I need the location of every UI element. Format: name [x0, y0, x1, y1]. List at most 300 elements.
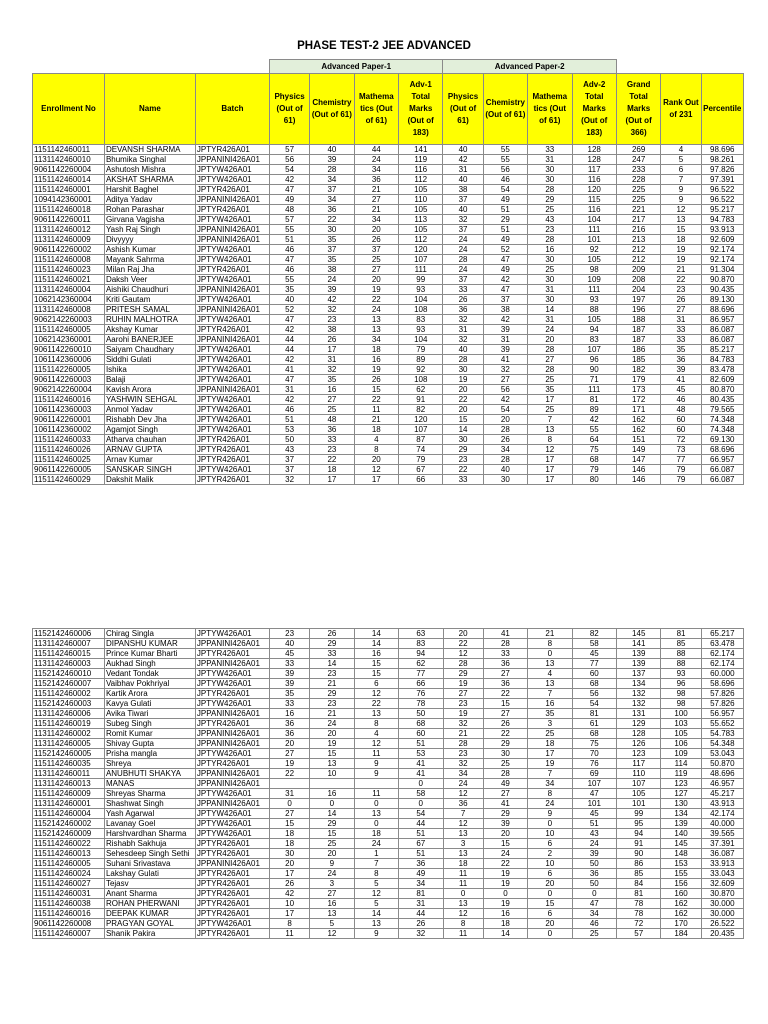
table-cell: 182 [616, 365, 660, 375]
table-cell: 37 [443, 275, 483, 285]
table-cell: 247 [616, 155, 660, 165]
table-cell: 11 [443, 929, 483, 939]
table-cell: 43 [528, 215, 572, 225]
table-cell: 147 [616, 455, 660, 465]
table-cell: 1131142460011 [33, 769, 105, 779]
table-cell: 12 [443, 789, 483, 799]
table-cell: 21 [354, 205, 398, 215]
table-cell: 62 [399, 385, 443, 395]
table-cell: JPPANINI426A01 [195, 709, 269, 719]
table-cell: 19 [443, 679, 483, 689]
table-cell: Mayank Sahrma [104, 255, 195, 265]
table-cell: JPTYW426A01 [195, 829, 269, 839]
table-cell: 204 [616, 285, 660, 295]
table-cell: 7 [443, 809, 483, 819]
table-cell: 90.435 [701, 285, 743, 295]
table-cell: 63.478 [701, 639, 743, 649]
table-cell: 101 [617, 799, 661, 809]
table-cell: 40 [443, 205, 483, 215]
table-cell: 117 [617, 759, 661, 769]
table-cell: 42 [269, 395, 309, 405]
table-cell: 162 [616, 415, 660, 425]
table-cell: 85 [617, 869, 661, 879]
table-cell: 162 [661, 909, 701, 919]
table-cell: 1061142360003 [33, 405, 105, 415]
table-cell: 1151142460007 [33, 929, 105, 939]
table-cell: 18 [354, 425, 398, 435]
table-cell: 90 [572, 365, 616, 375]
table-cell: 58 [399, 789, 443, 799]
table-cell: 38 [310, 265, 354, 275]
table-cell: 0 [310, 799, 354, 809]
table-cell: 188 [616, 315, 660, 325]
table-cell: 7 [354, 859, 398, 869]
table-cell: JPTYR426A01 [195, 455, 269, 465]
table-cell: Ashutosh Mishra [104, 165, 195, 175]
table-cell: 17 [528, 395, 572, 405]
table-cell: 77 [661, 455, 701, 465]
table-cell: 36 [661, 355, 701, 365]
table-cell: 99 [617, 809, 661, 819]
table-cell: 27 [483, 669, 527, 679]
table-cell: 94 [399, 649, 443, 659]
table-cell: Sehesdeep Singh Sethi [104, 849, 195, 859]
table-cell: 24 [443, 235, 483, 245]
table-cell: 50 [572, 859, 616, 869]
table-cell: 12 [354, 465, 398, 475]
table-cell: 68 [572, 455, 616, 465]
table-cell: 22 [483, 689, 527, 699]
table-cell: 41 [483, 799, 527, 809]
table-cell: 19 [483, 869, 527, 879]
table-cell: 104 [572, 215, 616, 225]
table-cell: 20 [443, 385, 483, 395]
table-cell: 36 [269, 719, 309, 729]
table-cell: 5 [354, 899, 398, 909]
table-cell: 40.000 [701, 819, 743, 829]
table-cell: 57.826 [701, 689, 743, 699]
table-cell: 85 [661, 639, 701, 649]
table-cell: 38 [443, 185, 483, 195]
table-cell: 9 [354, 929, 398, 939]
table-cell: 68.696 [701, 445, 743, 455]
table-cell: 47 [269, 315, 309, 325]
table-cell: 32 [269, 475, 309, 485]
table-cell: 14 [483, 929, 527, 939]
table-cell: 1151142460035 [33, 759, 105, 769]
table-cell: 55.652 [701, 719, 743, 729]
table-cell: 116 [572, 205, 616, 215]
table-cell: 89 [399, 355, 443, 365]
results-table-bottom [32, 628, 744, 939]
table-cell: Lakshay Gulati [104, 869, 195, 879]
table-cell: 25 [528, 729, 572, 739]
table-cell: 32 [443, 759, 483, 769]
table-cell: 12 [354, 689, 398, 699]
table-cell: 123 [661, 779, 701, 789]
table-cell: Romit Kumar [104, 729, 195, 739]
table-cell: 60 [399, 729, 443, 739]
table-cell: 23 [443, 749, 483, 759]
table-cell: 83.478 [701, 365, 743, 375]
table-cell: 75 [572, 739, 616, 749]
table-cell: 3 [310, 879, 354, 889]
table-cell: Shivay Gupta [104, 739, 195, 749]
table-cell: 36 [269, 729, 309, 739]
table-cell: 81 [617, 889, 661, 899]
table-cell: 12 [310, 929, 354, 939]
table-cell: 1131142460012 [33, 225, 105, 235]
table-cell: 37 [443, 195, 483, 205]
table-cell: JPTYR426A01 [195, 185, 269, 195]
table-cell: Shashwat Singh [104, 799, 195, 809]
table-cell: 76 [399, 689, 443, 699]
table-cell: 16 [310, 899, 354, 909]
table-cell [310, 779, 354, 789]
table-cell: 1131142460007 [33, 639, 105, 649]
table-cell: 42.174 [701, 809, 743, 819]
table-cell: 11 [269, 929, 309, 939]
table-cell: 30 [528, 255, 572, 265]
table-cell: 28 [528, 345, 572, 355]
table-cell: 29 [483, 215, 527, 225]
table-cell: 139 [617, 649, 661, 659]
table-cell: 72 [661, 435, 701, 445]
paper2-label: Advanced Paper-2 [443, 60, 616, 74]
table-cell: 107 [572, 779, 616, 789]
table-cell: 56 [483, 385, 527, 395]
table-cell: 42 [443, 155, 483, 165]
table-cell: 13 [528, 659, 572, 669]
table-cell: 0 [354, 799, 398, 809]
table-cell: 32 [443, 335, 483, 345]
table-cell: 36 [572, 869, 616, 879]
table-cell: 33 [269, 699, 309, 709]
table-cell: 92 [572, 245, 616, 255]
table-cell: 45 [269, 649, 309, 659]
table-cell: 18 [483, 919, 527, 929]
table-cell: 55 [483, 155, 527, 165]
table-cell: 30.000 [701, 909, 743, 919]
table-cell: 15 [310, 749, 354, 759]
table-cell: 32 [443, 719, 483, 729]
table-cell: 17 [528, 465, 572, 475]
table-row [33, 789, 744, 799]
table-cell: 93.913 [701, 225, 743, 235]
header-p1-chemistry: Chemistry (Out of 61) [310, 74, 354, 145]
table-cell: 186 [616, 345, 660, 355]
table-cell: Aditya Yadav [104, 195, 195, 205]
table-cell: 21 [661, 265, 701, 275]
table-cell: 64 [572, 435, 616, 445]
table-cell: 42 [269, 355, 309, 365]
table-cell: 35 [269, 285, 309, 295]
table-cell: 4 [354, 729, 398, 739]
table-cell: 1151142460016 [33, 395, 105, 405]
table-cell: 31 [269, 385, 309, 395]
table-cell: 19 [443, 375, 483, 385]
table-cell: 74 [399, 445, 443, 455]
table-row [33, 355, 744, 365]
table-cell: 69.130 [701, 435, 743, 445]
table-cell: 13 [310, 909, 354, 919]
table-cell: 24 [310, 719, 354, 729]
table-cell: Atharva chauhan [104, 435, 195, 445]
table-cell: 1 [354, 849, 398, 859]
table-cell: 74.348 [701, 415, 743, 425]
table-cell: 36 [443, 305, 483, 315]
table-cell: 34 [572, 909, 616, 919]
table-cell: 15 [310, 829, 354, 839]
table-cell: 49 [269, 195, 309, 205]
table-cell: 11 [443, 869, 483, 879]
table-cell: 105 [572, 315, 616, 325]
table-cell: 98 [661, 689, 701, 699]
table-cell: 93 [399, 285, 443, 295]
table-cell: 54 [269, 165, 309, 175]
table-cell: 31 [528, 315, 572, 325]
table-cell: 6 [354, 679, 398, 689]
table-cell: 13 [528, 425, 572, 435]
table-cell: 22 [269, 769, 309, 779]
table-cell: 56.957 [701, 709, 743, 719]
table-cell: 1094142360001 [33, 195, 105, 205]
table-cell: 179 [616, 375, 660, 385]
table-cell: 23 [269, 629, 309, 639]
table-cell: 1152142460010 [33, 669, 105, 679]
table-cell: JPTYW426A01 [195, 175, 269, 185]
table-cell: 61 [572, 719, 616, 729]
table-cell: 72 [617, 919, 661, 929]
table-cell: 20 [354, 455, 398, 465]
table-cell: 92.174 [701, 245, 743, 255]
table-cell: 88 [661, 649, 701, 659]
table-cell: 9061142260003 [33, 375, 105, 385]
table-cell: 60.000 [701, 669, 743, 679]
table-row [33, 335, 744, 345]
table-cell: 115 [572, 195, 616, 205]
table-row [33, 225, 744, 235]
table-cell: 31 [528, 285, 572, 295]
table-cell: 30 [310, 225, 354, 235]
table-cell: SANSKAR SINGH [104, 465, 195, 475]
table-cell: 1151142460001 [33, 185, 105, 195]
table-cell: 29 [483, 809, 527, 819]
table-cell: 21 [310, 679, 354, 689]
table-cell: 24 [443, 245, 483, 255]
table-cell: 31 [269, 789, 309, 799]
table-cell: JPTYW426A01 [195, 819, 269, 829]
table-cell: 24 [572, 839, 616, 849]
table-cell: 25 [354, 255, 398, 265]
table-row [33, 405, 744, 415]
table-cell: 39 [269, 679, 309, 689]
table-cell: JPTYR426A01 [195, 689, 269, 699]
table-cell: 46 [269, 265, 309, 275]
table-cell: 28 [483, 425, 527, 435]
table-cell: 139 [617, 659, 661, 669]
table-cell: 35 [310, 375, 354, 385]
table-cell: 1151142460022 [33, 839, 105, 849]
table-cell: 116 [572, 175, 616, 185]
table-cell: 24 [354, 305, 398, 315]
table-cell: Lavanay Goel [104, 819, 195, 829]
table-cell: 51 [483, 205, 527, 215]
table-cell: 40 [269, 295, 309, 305]
table-cell: 22 [354, 295, 398, 305]
table-cell: Daksh Veer [104, 275, 195, 285]
table-cell: 17 [354, 475, 398, 485]
table-cell: 18 [661, 235, 701, 245]
table-cell: 27 [443, 689, 483, 699]
table-cell: 0 [528, 889, 572, 899]
header-batch: Batch [195, 74, 269, 145]
table-cell: 7 [528, 689, 572, 699]
table-cell: 94 [572, 325, 616, 335]
table-cell: 0 [399, 799, 443, 809]
table-cell: Rishabh Dev Jha [104, 415, 195, 425]
table-cell: 34 [354, 335, 398, 345]
table-cell: 38 [483, 305, 527, 315]
table-cell: 18 [269, 839, 309, 849]
table-cell: 100 [661, 709, 701, 719]
table-cell: 30 [443, 435, 483, 445]
table-cell: 1151142460005 [33, 859, 105, 869]
table-cell: 119 [661, 769, 701, 779]
table-cell: 54 [399, 809, 443, 819]
table-cell: 30.000 [701, 899, 743, 909]
table-cell: 1151142460011 [33, 145, 105, 155]
table-cell: 120 [399, 245, 443, 255]
table-cell: JPTYR426A01 [195, 145, 269, 155]
table-cell: 16 [528, 699, 572, 709]
table-cell: 28 [443, 355, 483, 365]
header-rank: Rank Out of 231 [661, 74, 701, 145]
table-cell: 9061142260002 [33, 245, 105, 255]
table-cell: 1151142460018 [33, 205, 105, 215]
table-cell: 20 [354, 275, 398, 285]
table-cell: 51 [572, 819, 616, 829]
table-cell: 132 [617, 689, 661, 699]
table-cell: 15 [483, 699, 527, 709]
table-cell: 21 [310, 709, 354, 719]
table-cell: 98 [661, 699, 701, 709]
table-cell: 41 [483, 355, 527, 365]
table-cell: 24 [443, 265, 483, 275]
table-cell: 27 [483, 375, 527, 385]
table-cell: 74.348 [701, 425, 743, 435]
table-cell: 9061142260001 [33, 415, 105, 425]
table-cell: 9062142260003 [33, 315, 105, 325]
table-cell: 9 [528, 809, 572, 819]
table-cell: 4 [528, 669, 572, 679]
table-cell: 82.609 [701, 375, 743, 385]
table-cell: 187 [616, 325, 660, 335]
table-cell: Chirag Singla [104, 629, 195, 639]
table-cell: 62.174 [701, 649, 743, 659]
table-cell: JPTYW426A01 [195, 165, 269, 175]
table-cell: 18 [528, 739, 572, 749]
table-cell: 15 [354, 385, 398, 395]
table-cell: 39 [310, 285, 354, 295]
table-cell: 33 [443, 475, 483, 485]
table-cell: 32 [443, 215, 483, 225]
table-cell: 40 [310, 145, 354, 155]
table-cell: 1151142460016 [33, 909, 105, 919]
table-row [33, 689, 744, 699]
table-cell: 185 [616, 355, 660, 365]
table-row [33, 669, 744, 679]
table-cell: JPTYW426A01 [195, 345, 269, 355]
table-cell: 26 [661, 295, 701, 305]
table-cell: Aukhad Singh [104, 659, 195, 669]
table-cell: 80 [572, 475, 616, 485]
table-cell: 22 [310, 215, 354, 225]
table-cell: Kavya Gulati [104, 699, 195, 709]
table-cell: 78 [617, 899, 661, 909]
table-cell: 53 [269, 425, 309, 435]
table-row [33, 155, 744, 165]
table-cell: 9 [661, 185, 701, 195]
table-cell: 60 [661, 425, 701, 435]
table-row [33, 659, 744, 669]
table-cell: 65.217 [701, 629, 743, 639]
table-cell: 1062142360001 [33, 335, 105, 345]
table-cell: 43 [572, 829, 616, 839]
table-cell: 1131142460006 [33, 709, 105, 719]
table-cell: DIPANSHU KUMAR [104, 639, 195, 649]
table-cell: 34 [528, 779, 572, 789]
table-cell: Divyyyy [104, 235, 195, 245]
table-cell: 35 [310, 235, 354, 245]
table-cell: 109 [661, 749, 701, 759]
table-cell: 58.696 [701, 679, 743, 689]
table-cell: 1131142460009 [33, 235, 105, 245]
table-cell: 14 [354, 629, 398, 639]
table-cell: 139 [661, 819, 701, 829]
table-cell: JPTYW426A01 [195, 425, 269, 435]
table-cell: 19 [354, 285, 398, 295]
table-cell: 13 [354, 919, 398, 929]
table-row [33, 859, 744, 869]
table-cell: 49 [483, 265, 527, 275]
table-cell: 15 [354, 669, 398, 679]
table-cell: 1151142460014 [33, 175, 105, 185]
table-cell: 1151142460026 [33, 445, 105, 455]
table-cell: JPTYW426A01 [195, 669, 269, 679]
table-row [33, 205, 744, 215]
table-row [33, 305, 744, 315]
table-cell: 17 [528, 749, 572, 759]
table-cell: 94.783 [701, 215, 743, 225]
table-cell: 105 [399, 205, 443, 215]
table-cell: Avika Tiwari [104, 709, 195, 719]
table-cell: 26 [399, 919, 443, 929]
table-cell [354, 779, 398, 789]
table-cell: 42 [483, 275, 527, 285]
table-cell: 13 [443, 829, 483, 839]
table-cell: 57 [269, 145, 309, 155]
table-cell: JPPANINI426A01 [195, 799, 269, 809]
table-body-top [33, 145, 744, 485]
table-cell: 12 [528, 445, 572, 455]
table-cell: Siddhi Gulati [104, 355, 195, 365]
table-cell: 11 [354, 405, 398, 415]
table-cell: 24 [354, 839, 398, 849]
table-cell: 1151142460023 [33, 265, 105, 275]
table-cell: 16 [354, 649, 398, 659]
table-cell: 1151142460021 [33, 275, 105, 285]
